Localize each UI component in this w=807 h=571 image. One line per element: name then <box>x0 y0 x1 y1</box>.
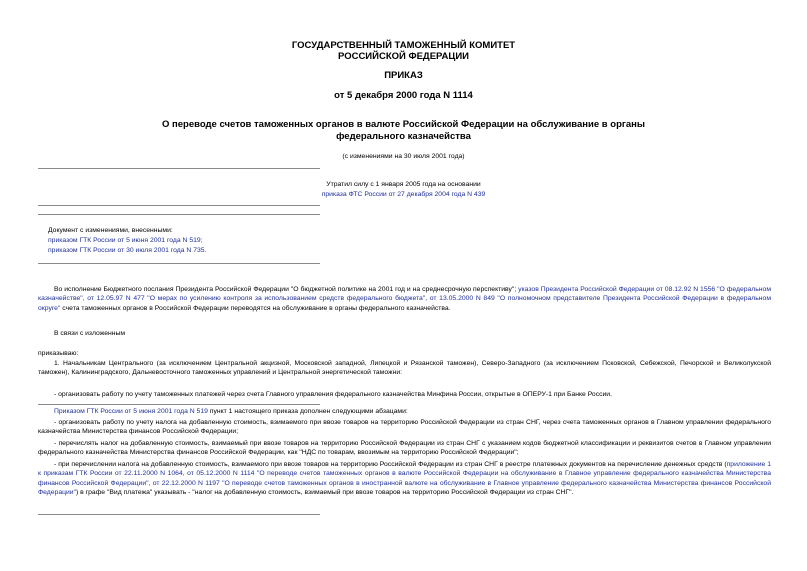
separator-line <box>38 404 320 405</box>
in-connection-text: В связи с изложенным <box>54 330 126 337</box>
amendment-link-1[interactable]: приказом ГТК России от 5 июня 2001 года N 519; <box>48 237 203 244</box>
separator-line <box>38 205 320 206</box>
added-paragraph-2: - перечислять налог на добавленную стоимость, взимаемый при ввозе товаров на территорию Российской Федерации из стран СНГ с указанием кодов бюджетной классификации и реквизитов счетов в Главном управлении федерального казначейства Министерства финансов Российской Федерации, как "НДС по товарам, ввозимым на территорию Российской Федерации"; <box>38 440 771 457</box>
added-paragraph-3-text: - при перечислении налога на добавленную стоимость, взимаемого при ввозе товаров на территорию Российской Федерации из стран СНГ в реестре платежных документов на перечисление денежных средств ( <box>54 461 727 468</box>
preamble-paragraph <box>38 285 771 313</box>
document-title-line1: О переводе счетов таможенных органов в валюте Российской Федерации на обслуживание в органы <box>162 119 645 130</box>
decrees-link[interactable]: указов Президента Российской Федерации от 08.12.92 N 1556 "О федеральном казначействе", от 12.05.97 N 477 "О мерах по усилению контроля за использованием средств федерального бюджета", от 13.05.2000 N 849 "О полномочном представителе Президента Российской Федерации в федеральном округе" <box>38 286 771 312</box>
appendix-link[interactable]: приложение 1 к приказам ГТК России от 22.11.2000 N 1064, от 05.12.2000 N 1114 "О переводе счетов таможенных органов в валюте Российской Федерации на обслуживание в Главное управление федерального казначейства Министерства финансов Российской Федерации", от 22.12.2000 N 1197 "О переводе счетов таможенных органов в иностранной валюте на обслуживание в Главное управление федерального казначейства Министерства финансов Российской Федерации" <box>38 461 771 497</box>
organization-name-line2: РОССИЙСКОЙ ФЕДЕРАЦИИ <box>337 51 469 62</box>
order-item-1: 1. Начальникам Центрального (за исключением Центральной акцизной, Московской западной, Липецкой и Рязанской таможен), Северо-Западного (за исключением Псковской, Себежской, Печорской и Великолукской таможен), Калининградского, Дальневосточного таможенных управлений и Центральной энергетической таможни: <box>38 360 771 377</box>
added-paragraph-1: - организовать работу по учету налога на добавленную стоимость, взимаемого при ввозе товаров на территорию Российской Федерации из стран СНГ, через счета таможенных органов в Главном управлении федерального казначейства Министерства финансов Российской Федерации; <box>38 419 771 436</box>
preamble-text-end: счета таможенных органов в Российской Федерации переводятся на обслуживание в органы федерального казначейства. <box>60 304 451 312</box>
amendment-link-2[interactable]: приказом ГТК России от 30 июля 2001 года N 735. <box>48 247 207 254</box>
separator-line <box>38 214 320 215</box>
amendment-note-text: пункт 1 настоящего приказа дополнен следующими абзацами: <box>207 408 408 415</box>
amendment-note <box>54 407 408 416</box>
document-date: от 5 декабря 2000 года N 1114 <box>334 90 473 101</box>
order-item-1-task: - организовать работу по учету таможенных платежей через счета Главного управления федерального казначейства Минфина России, открытые в ОПЕРУ-1 при Банке России. <box>54 391 612 398</box>
added-paragraph-3-end: ) в графе "Вид платежа" указывать - "налог на добавленную стоимость, взимаемый при ввозе товаров на территорию Российской Федерации из стран СНГ". <box>76 489 574 497</box>
organization-name-line1: ГОСУДАРСТВЕННЫЙ ТАМОЖЕННЫЙ КОМИТЕТ <box>291 40 516 51</box>
amendments-intro: Документ с изменениями, внесенными: <box>48 227 173 234</box>
amendment-note-link[interactable]: Приказом ГТК России от 5 июня 2001 года N 519 <box>54 408 208 415</box>
document-type: ПРИКАЗ <box>384 70 423 81</box>
validity-text: Утратил силу с 1 января 2005 года на основании <box>326 181 481 188</box>
added-paragraph-3 <box>38 460 771 498</box>
validity-link[interactable]: приказа ФТС России от 27 декабря 2004 года N 439 <box>321 191 486 198</box>
order-word: приказываю: <box>38 350 79 357</box>
separator-line <box>38 263 320 264</box>
document-title-line2: федерального казначейства <box>336 131 471 142</box>
separator-line <box>38 514 320 515</box>
preamble-text: Во исполнение Бюджетного послания Президента Российской Федерации "О бюджетной политике на 2001 год и на среднесрочную перспективу"; <box>54 286 519 293</box>
separator-line <box>38 168 320 169</box>
revision-note: (с изменениями на 30 июля 2001 года) <box>342 153 465 160</box>
